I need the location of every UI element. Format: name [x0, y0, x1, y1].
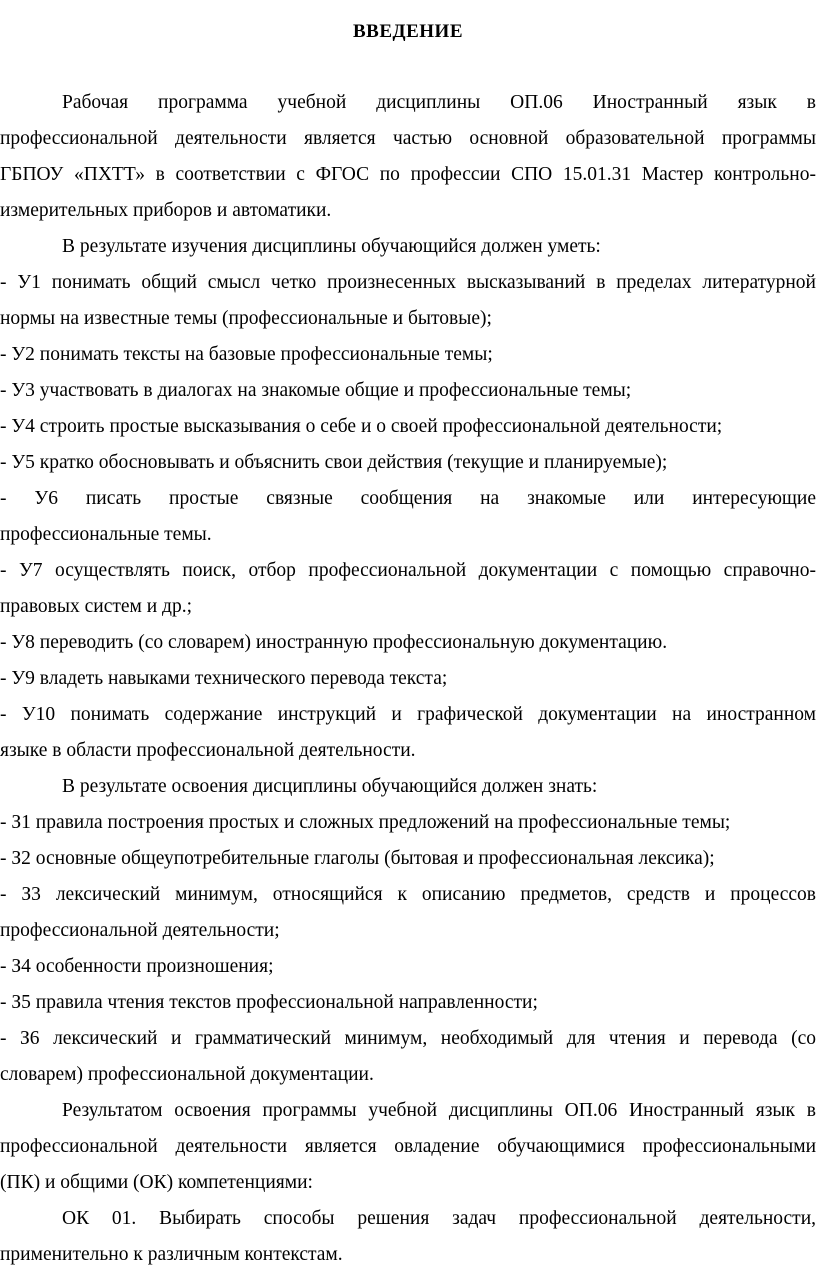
list-item-line: - У8 переводить (со словарем) иностранную профессиональную документацию. [0, 632, 668, 653]
list-item-line: - З4 особенности произношения; [0, 956, 274, 977]
paragraph-line: Рабочая программа учебной дисциплины ОП.06 Иностранный язык в [62, 92, 816, 113]
list-item-line: - У4 строить простые высказывания о себе и о своей профессиональной деятельности; [0, 416, 723, 437]
list-item-line: нормы на известные темы (профессиональные и бытовые); [0, 308, 492, 329]
paragraph-line: профессиональной деятельности является частью основной образовательной программы [0, 128, 816, 149]
list-item-line: - З3 лексический минимум, относящийся к описанию предметов, средств и процессов [0, 884, 816, 905]
list-item-line: правовых систем и др.; [0, 596, 193, 617]
list-item-line: - З2 основные общеупотребительные глаголы (бытовая и профессиональная лексика); [0, 848, 715, 869]
list-item-line: - У9 владеть навыками технического перевода текста; [0, 668, 448, 689]
paragraph-line: (ПК) и общими (ОК) компетенциями: [0, 1172, 313, 1193]
paragraph-line: применительно к различным контекстам. [0, 1244, 343, 1265]
list-item-line: - З5 правила чтения текстов профессиональной направленности; [0, 992, 538, 1013]
list-item-line: - У10 понимать содержание инструкций и графической документации на иностранном [0, 704, 816, 725]
list-item-line: профессиональные темы. [0, 524, 212, 545]
list-item-line: языке в области профессиональной деятельности. [0, 740, 416, 761]
paragraph-line: измерительных приборов и автоматики. [0, 200, 332, 221]
paragraph-line: В результате изучения дисциплины обучающийся должен уметь: [62, 236, 601, 257]
list-item-line: - У7 осуществлять поиск, отбор профессиональной документации с помощью справочно- [0, 560, 816, 581]
list-item-line: - З6 лексический и грамматический минимум, необходимый для чтения и перевода (со [0, 1028, 816, 1049]
list-item-line: профессиональной деятельности; [0, 920, 280, 941]
paragraph-line: ГБПОУ «ПХТТ» в соответствии с ФГОС по профессии СПО 15.01.31 Мастер контрольно- [0, 164, 816, 185]
list-item-line: - У5 кратко обосновывать и объяснить свои действия (текущие и планируемые); [0, 452, 668, 473]
list-item-line: - У3 участвовать в диалогах на знакомые общие и профессиональные темы; [0, 380, 632, 401]
paragraph-line: профессиональной деятельности является овладение обучающимися профессиональными [0, 1136, 816, 1157]
paragraph-line: Результатом освоения программы учебной дисциплины ОП.06 Иностранный язык в [62, 1100, 816, 1121]
paragraph-line: В результате освоения дисциплины обучающийся должен знать: [62, 776, 598, 797]
list-item-line: - У1 понимать общий смысл четко произнесенных высказываний в пределах литературной [0, 272, 816, 293]
list-item-line: - У2 понимать тексты на базовые профессиональные темы; [0, 344, 493, 365]
list-item-line: - У6 писать простые связные сообщения на знакомые или интересующие [0, 488, 816, 509]
paragraph-line: ОК 01. Выбирать способы решения задач профессиональной деятельности, [62, 1208, 816, 1229]
list-item-line: - З1 правила построения простых и сложных предложений на профессиональные темы; [0, 812, 731, 833]
list-item-line: словарем) профессиональной документации. [0, 1064, 374, 1085]
page-title: ВВЕДЕНИЕ [353, 21, 463, 42]
